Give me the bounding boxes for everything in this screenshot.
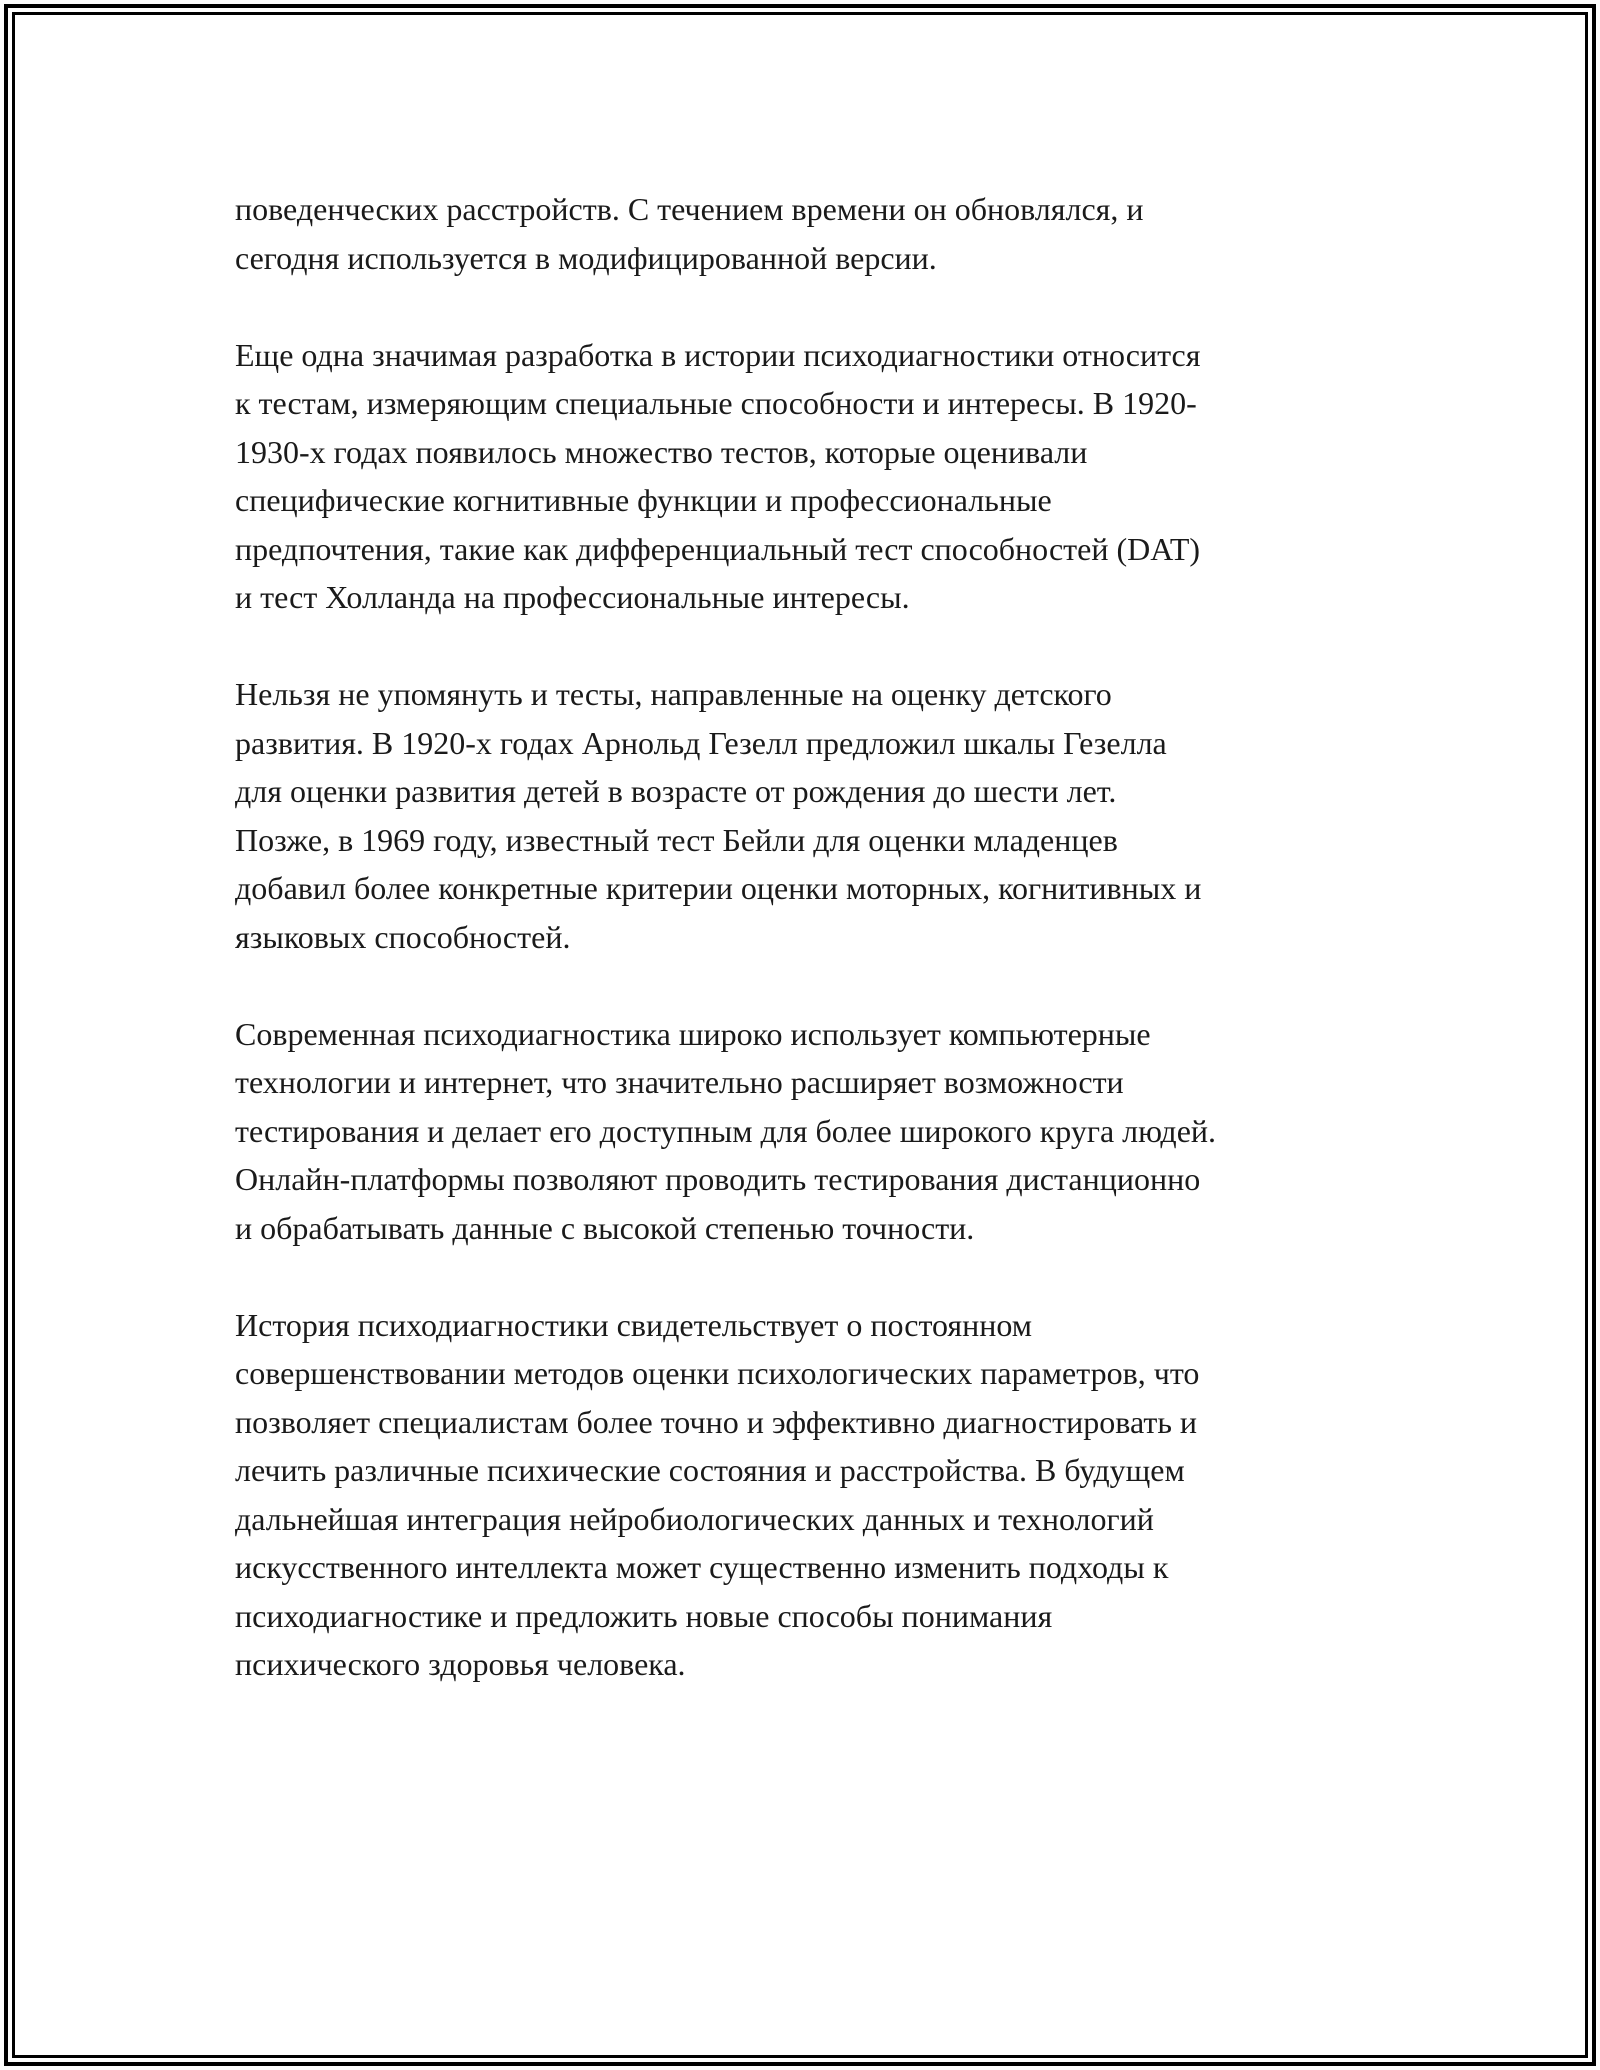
text-line: искусственного интеллекта может существенно изменить подходы к xyxy=(235,1549,1169,1585)
text-line: развития. В 1920-х годах Арнольд Гезелл предложил шкалы Гезелла xyxy=(235,724,1167,761)
text-line: позволяет специалистам более точно и эффективно диагностировать и xyxy=(235,1403,1198,1440)
text-line: для оценки развития детей в возрасте от рождения до шести лет. xyxy=(235,773,1117,809)
text-line: психического здоровья человека. xyxy=(235,1646,686,1682)
text-line: сегодня используется в модифицированной версии. xyxy=(235,239,937,276)
paragraph xyxy=(235,1010,1375,1253)
text-line: лечить различные психические состояния и расстройства. В будущем xyxy=(235,1452,1185,1488)
text-line: дальнейшая интеграция нейробиологических данных и технологий xyxy=(235,1500,1154,1537)
text-line: Позже, в 1969 году, известный тест Бейли для оценки младенцев xyxy=(235,821,1118,858)
paragraph xyxy=(235,185,1375,282)
document-body xyxy=(235,185,1375,1737)
paragraph xyxy=(235,331,1375,622)
text-line: поведенческих расстройств. С течением времени он обновлялся, и xyxy=(235,191,1144,227)
text-line: Нельзя не упомянуть и тесты, направленные на оценку детского xyxy=(235,676,1112,712)
text-line: и тест Холланда на профессиональные интересы. xyxy=(235,579,910,615)
text-line: языковых способностей. xyxy=(235,918,571,955)
paragraph xyxy=(235,1301,1375,1689)
text-line: тестирования и делает его доступным для более широкого круга людей. xyxy=(235,1112,1217,1149)
text-line: технологии и интернет, что значительно расширяет возможности xyxy=(235,1064,1124,1100)
paragraph xyxy=(235,670,1375,961)
text-line: психодиагностике и предложить новые способы понимания xyxy=(235,1597,1053,1634)
text-line: Онлайн-платформы позволяют проводить тестирования дистанционно xyxy=(235,1161,1201,1197)
text-line: к тестам, измеряющим специальные способности и интересы. В 1920- xyxy=(235,385,1197,421)
text-line: и обрабатывать данные с высокой степенью точности. xyxy=(235,1209,975,1246)
text-line: Современная психодиагностика широко использует компьютерные xyxy=(235,1015,1151,1052)
text-line: специфические когнитивные функции и профессиональные xyxy=(235,482,1052,518)
text-line: 1930-х годах появилось множество тестов, которые оценивали xyxy=(235,433,1088,470)
text-line: совершенствовании методов оценки психологических параметров, что xyxy=(235,1355,1200,1391)
text-line: История психодиагностики свидетельствует о постоянном xyxy=(235,1306,1032,1343)
text-line: добавил более конкретные критерии оценки моторных, когнитивных и xyxy=(235,870,1202,906)
text-line: предпочтения, такие как дифференциальный тест способностей (DAT) xyxy=(235,530,1201,567)
text-line: Еще одна значимая разработка в истории психодиагностики относится xyxy=(235,336,1201,373)
